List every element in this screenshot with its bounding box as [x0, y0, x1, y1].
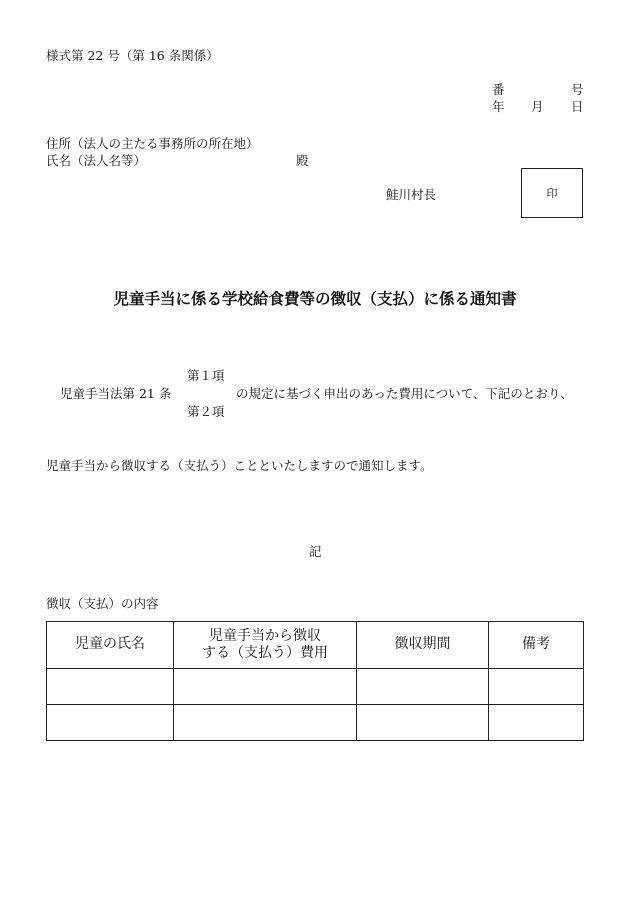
- form-number: 様式第 22 号（第 16 条関係）: [46, 48, 219, 63]
- honorific: 殿: [296, 153, 309, 168]
- seal-label: 印: [546, 187, 558, 200]
- header-period: 徴収期間: [357, 622, 489, 669]
- number-label: 番: [492, 82, 505, 97]
- cell-period: [357, 705, 489, 741]
- cell-child-name: [47, 669, 174, 705]
- cell-fee: [174, 705, 357, 741]
- cell-child-name: [47, 705, 174, 741]
- body-line1: の規定に基づく申出のあった費用について、下記のとおり、: [236, 386, 573, 401]
- header-fee: [174, 622, 357, 669]
- recipient-name-label: 氏名（法人名等）: [46, 153, 147, 168]
- cell-fee: [174, 669, 357, 705]
- table-row: [47, 669, 584, 705]
- cell-remarks: [489, 705, 584, 741]
- law-reference: 児童手当法第 21 条: [60, 386, 172, 401]
- clause-1: 第１項: [187, 368, 225, 383]
- clause-2: 第２項: [187, 404, 225, 419]
- ki-mark: 記: [309, 544, 322, 559]
- document-title: 児童手当に係る学校給食費等の徴収（支払）に係る通知書: [113, 289, 517, 308]
- sender-name: 鮭川村長: [386, 187, 437, 202]
- number-suffix: 号: [571, 82, 584, 97]
- seal-box: [521, 168, 583, 218]
- header-child-name: 児童の氏名: [47, 622, 174, 669]
- month-label: 月: [531, 99, 544, 114]
- content-table: [46, 621, 584, 741]
- table-caption: 徴収（支払）の内容: [46, 596, 159, 611]
- body-line2: 児童手当から徴収する（支払う）ことといたしますので通知します。: [46, 458, 433, 473]
- year-label: 年: [492, 99, 505, 114]
- cell-remarks: [489, 669, 584, 705]
- header-fee-line2: する（支払う）費用: [202, 645, 328, 661]
- recipient-address-label: 住所（法人の主たる事務所の所在地）: [46, 136, 259, 151]
- table-header-row: [47, 622, 584, 669]
- header-fee-line1: 児童手当から徴収: [209, 627, 321, 644]
- header-remarks: 備考: [489, 622, 584, 669]
- cell-period: [357, 669, 489, 705]
- day-label: 日: [571, 99, 584, 114]
- table-row: [47, 705, 584, 741]
